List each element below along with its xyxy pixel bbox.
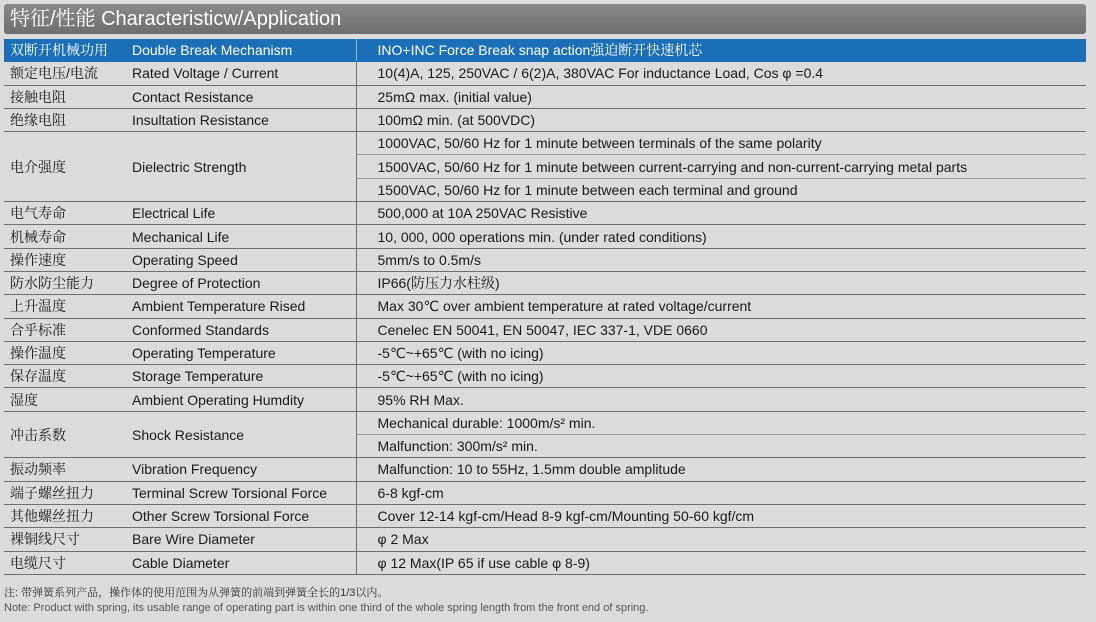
row-value: Cover 12-14 kgf-cm/Head 8-9 kgf-cm/Mounting 50-60 kgf/cm [356,504,1086,527]
table-row [4,248,1086,271]
row-value: 6-8 kgf-cm [356,481,1086,504]
row-en-label: Other Screw Torsional Force [126,504,356,527]
table-row [4,528,1086,551]
row-cn-label: 上升温度 [4,295,126,318]
row-cn-label: 电气寿命 [4,202,126,225]
row-en-label: Dielectric Strength [126,132,356,202]
row-value: 1500VAC, 50/60 Hz for 1 minute between each terminal and ground [356,178,1086,201]
row-value: 10, 000, 000 operations min. (under rated conditions) [356,225,1086,248]
table-row [4,108,1086,131]
table-row [4,202,1086,225]
row-value: 25mΩ max. (initial value) [356,85,1086,108]
table-row [4,481,1086,504]
row-en-label: Ambient Temperature Rised [126,295,356,318]
row-en-label: Rated Voltage / Current [126,62,356,85]
row-cn-label: 机械寿命 [4,225,126,248]
header-en-label: Double Break Mechanism [126,39,356,62]
row-value: Max 30℃ over ambient temperature at rated voltage/current [356,295,1086,318]
table-row [4,225,1086,248]
row-cn-label: 其他螺丝扭力 [4,504,126,527]
row-en-label: Contact Resistance [126,85,356,108]
row-en-label: Storage Temperature [126,365,356,388]
table-row [4,62,1086,85]
table-row [4,458,1086,481]
row-value: 10(4)A, 125, 250VAC / 6(2)A, 380VAC For inductance Load, Cos φ =0.4 [356,62,1086,85]
row-value: Cenelec EN 50041, EN 50047, IEC 337-1, VDE 0660 [356,318,1086,341]
row-cn-label: 裸铜线尺寸 [4,528,126,551]
row-value: φ 12 Max(IP 65 if use cable φ 8-9) [356,551,1086,574]
row-cn-label: 合乎标准 [4,318,126,341]
table-row [4,504,1086,527]
row-cn-label: 防水防尘能力 [4,271,126,294]
row-en-label: Electrical Life [126,202,356,225]
row-en-label: Insultation Resistance [126,108,356,131]
row-cn-label: 电介强度 [4,132,126,202]
row-cn-label: 绝缘电阻 [4,108,126,131]
row-value: Malfunction: 10 to 55Hz, 1.5mm double amplitude [356,458,1086,481]
table-row [4,411,1086,434]
row-en-label: Terminal Screw Torsional Force [126,481,356,504]
row-en-label: Bare Wire Diameter [126,528,356,551]
row-cn-label: 振动频率 [4,458,126,481]
row-cn-label: 湿度 [4,388,126,411]
row-en-label: Shock Resistance [126,411,356,458]
row-cn-label: 接触电阻 [4,85,126,108]
row-value: 1500VAC, 50/60 Hz for 1 minute between current-carrying and non-current-carrying metal parts [356,155,1086,178]
table-row [4,388,1086,411]
row-value: 1000VAC, 50/60 Hz for 1 minute between terminals of the same polarity [356,132,1086,155]
section-title: 特征/性能 Characteristicw/Application [4,4,1086,34]
row-value: 95% RH Max. [356,388,1086,411]
row-cn-label: 额定电压/电流 [4,62,126,85]
row-en-label: Operating Speed [126,248,356,271]
row-value: 100mΩ min. (at 500VDC) [356,108,1086,131]
table-row [4,318,1086,341]
row-value: φ 2 Max [356,528,1086,551]
table-row [4,132,1086,155]
row-cn-label: 操作温度 [4,341,126,364]
row-cn-label: 电缆尺寸 [4,551,126,574]
table-row [4,551,1086,574]
row-en-label: Ambient Operating Humdity [126,388,356,411]
row-value: Mechanical durable: 1000m/s² min. [356,411,1086,434]
row-value: -5℃~+65℃ (with no icing) [356,365,1086,388]
row-cn-label: 保存温度 [4,365,126,388]
row-value: Malfunction: 300m/s² min. [356,435,1086,458]
table-row [4,85,1086,108]
row-value: -5℃~+65℃ (with no icing) [356,341,1086,364]
row-en-label: Operating Temperature [126,341,356,364]
row-cn-label: 端子螺丝扭力 [4,481,126,504]
row-en-label: Mechanical Life [126,225,356,248]
footnotes [4,586,648,616]
row-en-label: Vibration Frequency [126,458,356,481]
row-en-label: Cable Diameter [126,551,356,574]
table-row [4,271,1086,294]
row-value: 5mm/s to 0.5m/s [356,248,1086,271]
table-header-row [4,39,1086,62]
row-en-label: Degree of Protection [126,271,356,294]
row-cn-label: 冲击系数 [4,411,126,458]
note-en: Note: Product with spring, its usable range of operating part is within one third of the whole spring length from the front end of spring. [4,602,649,614]
row-cn-label: 操作速度 [4,248,126,271]
table-row [4,365,1086,388]
table-row [4,341,1086,364]
row-en-label: Conformed Standards [126,318,356,341]
row-value: 500,000 at 10A 250VAC Resistive [356,202,1086,225]
table-row [4,295,1086,318]
note-cn: 注: 带弹簧系列产品，操作体的使用范围为从弹簧的前端到弹簧全长的1/3以内。 [4,587,389,599]
header-cn-label: 双断开机械功用 [4,39,126,62]
row-value: IP66(防压力水柱级) [356,271,1086,294]
spec-table [4,39,1086,575]
header-value: INO+INC Force Break snap action强迫断开快速机芯 [356,39,1086,62]
